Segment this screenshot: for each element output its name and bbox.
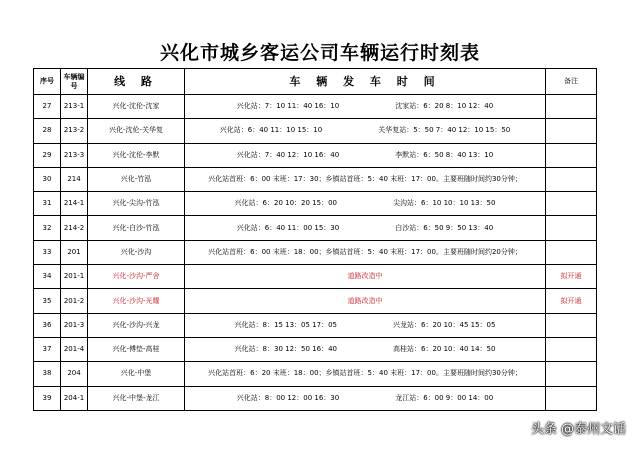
departure-time-group: 兴化站首班：6：00 末班：17：30；乡镇站首班：5：40 末班：17：00。主要班随时间约30分钟； <box>208 175 522 184</box>
vehicle-code: 204 <box>61 362 88 386</box>
route-name: 兴化-中堡-龙江 <box>88 386 185 410</box>
route-name: 兴化-白沙-竹泓 <box>88 216 185 240</box>
table-row <box>34 337 597 361</box>
note <box>546 192 597 216</box>
header-route: 线 路 <box>88 69 185 95</box>
departure-time-group: 高桂站：6：20 10：40 14：50 <box>393 345 496 354</box>
vehicle-code: 201-4 <box>61 337 88 361</box>
vehicle-code: 213-3 <box>61 143 88 167</box>
table-row <box>34 216 597 240</box>
route-name: 兴化-沙沟-严舍 <box>88 265 185 289</box>
departure-time-group: 兴化站：8：00 12：00 16：30 <box>236 393 340 402</box>
departure-times <box>185 386 546 410</box>
departure-time-group: 兴化站：8：30 12：50 16：40 <box>234 345 337 354</box>
departure-time-group: 兴龙站：6：20 10：45 15：05 <box>393 320 496 329</box>
vehicle-code: 214 <box>61 167 88 191</box>
table-body <box>34 95 597 411</box>
note <box>546 143 597 167</box>
vehicle-code: 201-3 <box>61 313 88 337</box>
table-row <box>34 167 597 191</box>
departure-time-group: 道路改造中 <box>347 296 383 305</box>
departure-times <box>185 119 546 143</box>
departure-time-group: 兴化站：7：40 12：10 16：40 <box>236 150 340 159</box>
departure-times <box>185 95 546 119</box>
vehicle-code: 214-1 <box>61 192 88 216</box>
vehicle-code: 201-1 <box>61 265 88 289</box>
vehicle-code: 213-2 <box>61 119 88 143</box>
table-row <box>34 119 597 143</box>
table-row <box>34 289 597 313</box>
vehicle-code: 214-2 <box>61 216 88 240</box>
watermark: 头条 @泰州文话 <box>530 422 626 437</box>
departure-times <box>185 265 546 289</box>
note <box>546 386 597 410</box>
route-name: 兴化-沙沟 <box>88 240 185 264</box>
row-number: 34 <box>34 265 61 289</box>
note <box>546 362 597 386</box>
vehicle-code: 201 <box>61 240 88 264</box>
departure-times <box>185 313 546 337</box>
departure-time-group: 兴化站首班：6：20 末班：18：00；乡镇站首班：5：40 末班：17：00。主要班随时间约30分钟； <box>208 369 522 378</box>
departure-times <box>185 192 546 216</box>
departure-time-group: 龙江站：6：00 9：00 14：00 <box>395 393 494 402</box>
route-name: 兴化-沈伦-沈家 <box>88 95 185 119</box>
table-row <box>34 265 597 289</box>
route-name: 兴化-沈伦-李默 <box>88 143 185 167</box>
page-title: 兴化市城乡客运公司车辆运行时刻表 <box>159 42 480 64</box>
note: 拟开通 <box>546 289 597 313</box>
row-number: 29 <box>34 143 61 167</box>
header-code: 车辆编号 <box>61 69 88 95</box>
note <box>546 313 597 337</box>
row-number: 35 <box>34 289 61 313</box>
departure-times <box>185 216 546 240</box>
departure-time-group: 兴化站：7：10 11：40 16：10 <box>236 102 340 111</box>
row-number: 28 <box>34 119 61 143</box>
departure-times <box>185 240 546 264</box>
row-number: 32 <box>34 216 61 240</box>
departure-times <box>185 289 546 313</box>
departure-time-group: 兴化站：8：15 13：05 17：05 <box>234 320 337 329</box>
departure-time-group: 关华复站：5：50 7：40 12：10 15：50 <box>378 126 511 135</box>
route-name: 兴化-沙沟-兴龙 <box>88 313 185 337</box>
route-name: 兴化-尖沟-竹泓 <box>88 192 185 216</box>
table-row <box>34 362 597 386</box>
table-row <box>34 386 597 410</box>
departure-times <box>185 167 546 191</box>
departure-time-group: 兴化站：6：40 11：10 15：10 <box>219 126 323 135</box>
row-number: 37 <box>34 337 61 361</box>
table-row <box>34 95 597 119</box>
departure-time-group: 沈家站：6：20 8：10 12：40 <box>395 102 494 111</box>
note: 拟开通 <box>546 265 597 289</box>
departure-times <box>185 362 546 386</box>
row-number: 36 <box>34 313 61 337</box>
timetable <box>33 68 597 411</box>
table-row <box>34 240 597 264</box>
route-name: 兴化-沈伦-关华复 <box>88 119 185 143</box>
departure-times <box>185 337 546 361</box>
row-number: 30 <box>34 167 61 191</box>
note <box>546 216 597 240</box>
row-number: 38 <box>34 362 61 386</box>
vehicle-code: 204-1 <box>61 386 88 410</box>
departure-time-group: 道路改造中 <box>347 272 383 281</box>
note <box>546 337 597 361</box>
row-number: 31 <box>34 192 61 216</box>
vehicle-code: 213-1 <box>61 95 88 119</box>
departure-time-group: 兴化站：6：20 10：20 15：00 <box>234 199 337 208</box>
table-row <box>34 313 597 337</box>
departure-time-group: 李默站：6：50 8：40 13：10 <box>395 150 494 159</box>
note <box>546 95 597 119</box>
route-name: 兴化-竹泓 <box>88 167 185 191</box>
vehicle-code: 201-2 <box>61 289 88 313</box>
departure-time-group: 兴化站首班：6：00 末班：18：00；乡镇站首班：5：40 末班：17：00。主要班随时间约20分钟； <box>208 247 522 256</box>
departure-time-group: 白沙站：6：50 9：50 13：40 <box>395 223 494 232</box>
note <box>546 167 597 191</box>
header-times: 车 辆 发 车 时 间 <box>185 69 546 95</box>
header-note: 备注 <box>546 69 597 95</box>
row-number: 33 <box>34 240 61 264</box>
table-row <box>34 192 597 216</box>
departure-time-group: 兴化站：6：40 11：00 15：30 <box>236 223 340 232</box>
row-number: 27 <box>34 95 61 119</box>
note <box>546 240 597 264</box>
route-name: 兴化-中堡 <box>88 362 185 386</box>
departure-time-group: 尖沟站：6：10 10：10 13：50 <box>393 199 496 208</box>
departure-times <box>185 143 546 167</box>
table-header-row <box>34 69 597 95</box>
header-no: 序号 <box>34 69 61 95</box>
row-number: 39 <box>34 386 61 410</box>
route-name: 兴化-傅垫-高桂 <box>88 337 185 361</box>
route-name: 兴化-沙沟-光耀 <box>88 289 185 313</box>
note <box>546 119 597 143</box>
table-row <box>34 143 597 167</box>
